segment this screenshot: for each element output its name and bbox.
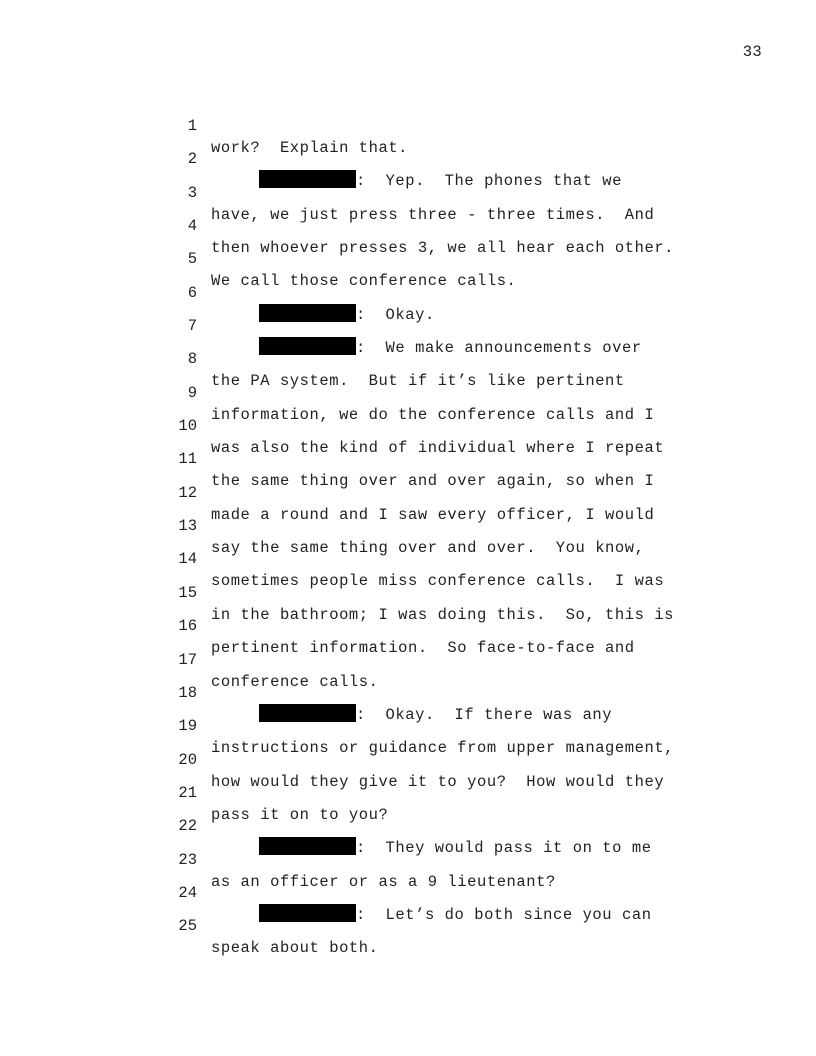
line-text: information, we do the conference calls and I — [211, 405, 655, 424]
line-number: 19 — [178, 717, 197, 736]
line-text: : Okay. If there was any — [356, 705, 613, 724]
line-text: : Okay. — [356, 305, 435, 324]
transcript-line — [0, 760, 816, 824]
transcript-line — [0, 260, 816, 324]
transcript-line — [0, 326, 816, 391]
line-number: 25 — [178, 917, 197, 936]
line-number: 17 — [178, 650, 197, 669]
transcript-line — [0, 493, 816, 558]
transcript-line — [0, 860, 816, 924]
line-number: 12 — [178, 483, 197, 502]
line-number: 24 — [178, 883, 197, 902]
line-text: the same thing over and over again, so when I — [211, 472, 655, 491]
line-number: 13 — [178, 517, 197, 536]
transcript-line — [0, 193, 816, 258]
line-text: work? Explain that. — [211, 139, 409, 157]
transcript-line — [0, 93, 816, 157]
line-text: pertinent information. So face-to-face and — [211, 639, 635, 658]
transcript-line — [0, 660, 816, 724]
transcript-line — [0, 560, 816, 624]
line-number: 8 — [187, 350, 197, 369]
line-number: 23 — [178, 850, 197, 869]
transcript-line — [0, 226, 816, 291]
transcript-line — [0, 627, 816, 691]
line-text: how would they give it to you? How would they — [211, 772, 665, 791]
line-text: pass it on to you? — [211, 805, 389, 824]
line-text: : They would pass it on to me — [356, 839, 652, 858]
page-number: 33 — [742, 43, 762, 61]
line-number: 1 — [187, 117, 197, 135]
transcript-body — [0, 93, 816, 958]
line-text: instructions or guidance from upper management, — [211, 739, 675, 758]
line-number: 2 — [187, 150, 197, 169]
line-number: 9 — [187, 383, 197, 402]
line-text: We call those conference calls. — [211, 272, 517, 291]
line-number: 21 — [178, 783, 197, 802]
transcript-line — [0, 160, 816, 224]
line-text: sometimes people miss conference calls. I was — [211, 572, 665, 591]
line-text: the PA system. But if it’s like pertinent — [211, 372, 625, 391]
transcript-line — [0, 727, 816, 791]
transcript-line — [0, 693, 816, 758]
line-text: say the same thing over and over. You know, — [211, 539, 645, 558]
line-number: 5 — [187, 250, 197, 269]
line-number: 14 — [178, 550, 197, 569]
line-text: speak about both. — [211, 939, 379, 958]
transcript-line — [0, 893, 816, 958]
line-number: 16 — [178, 617, 197, 636]
transcript-line — [0, 460, 816, 524]
transcript-line — [0, 126, 816, 191]
line-text: : We make announcements over — [356, 339, 642, 358]
line-number: 6 — [187, 283, 197, 302]
transcript-line — [0, 593, 816, 658]
line-text: made a round and I saw every officer, I would — [211, 505, 655, 524]
line-text: as an officer or as a 9 lieutenant? — [211, 872, 556, 891]
transcript-line — [0, 293, 816, 358]
transcript-line — [0, 827, 816, 891]
transcript-line — [0, 393, 816, 458]
line-text: was also the kind of individual where I repeat — [211, 439, 665, 458]
transcript-line — [0, 360, 816, 424]
line-text: have, we just press three - three times. And — [211, 205, 655, 224]
line-number: 18 — [178, 683, 197, 702]
line-number: 4 — [187, 217, 197, 236]
line-text: conference calls. — [211, 672, 379, 691]
line-number: 7 — [187, 317, 197, 336]
line-number: 11 — [178, 450, 197, 469]
line-number: 3 — [187, 183, 197, 202]
line-number: 22 — [178, 817, 197, 836]
line-text: : Let’s do both since you can — [356, 905, 652, 924]
transcript-line — [0, 526, 816, 591]
line-text: : Yep. The phones that we — [356, 172, 622, 191]
line-text: in the bathroom; I was doing this. So, this is — [211, 605, 675, 624]
line-text: then whoever presses 3, we all hear each other. — [211, 239, 675, 258]
line-number: 20 — [178, 750, 197, 769]
transcript-line — [0, 426, 816, 491]
line-number: 15 — [178, 583, 197, 602]
transcript-line — [0, 793, 816, 858]
line-number: 10 — [178, 417, 197, 436]
